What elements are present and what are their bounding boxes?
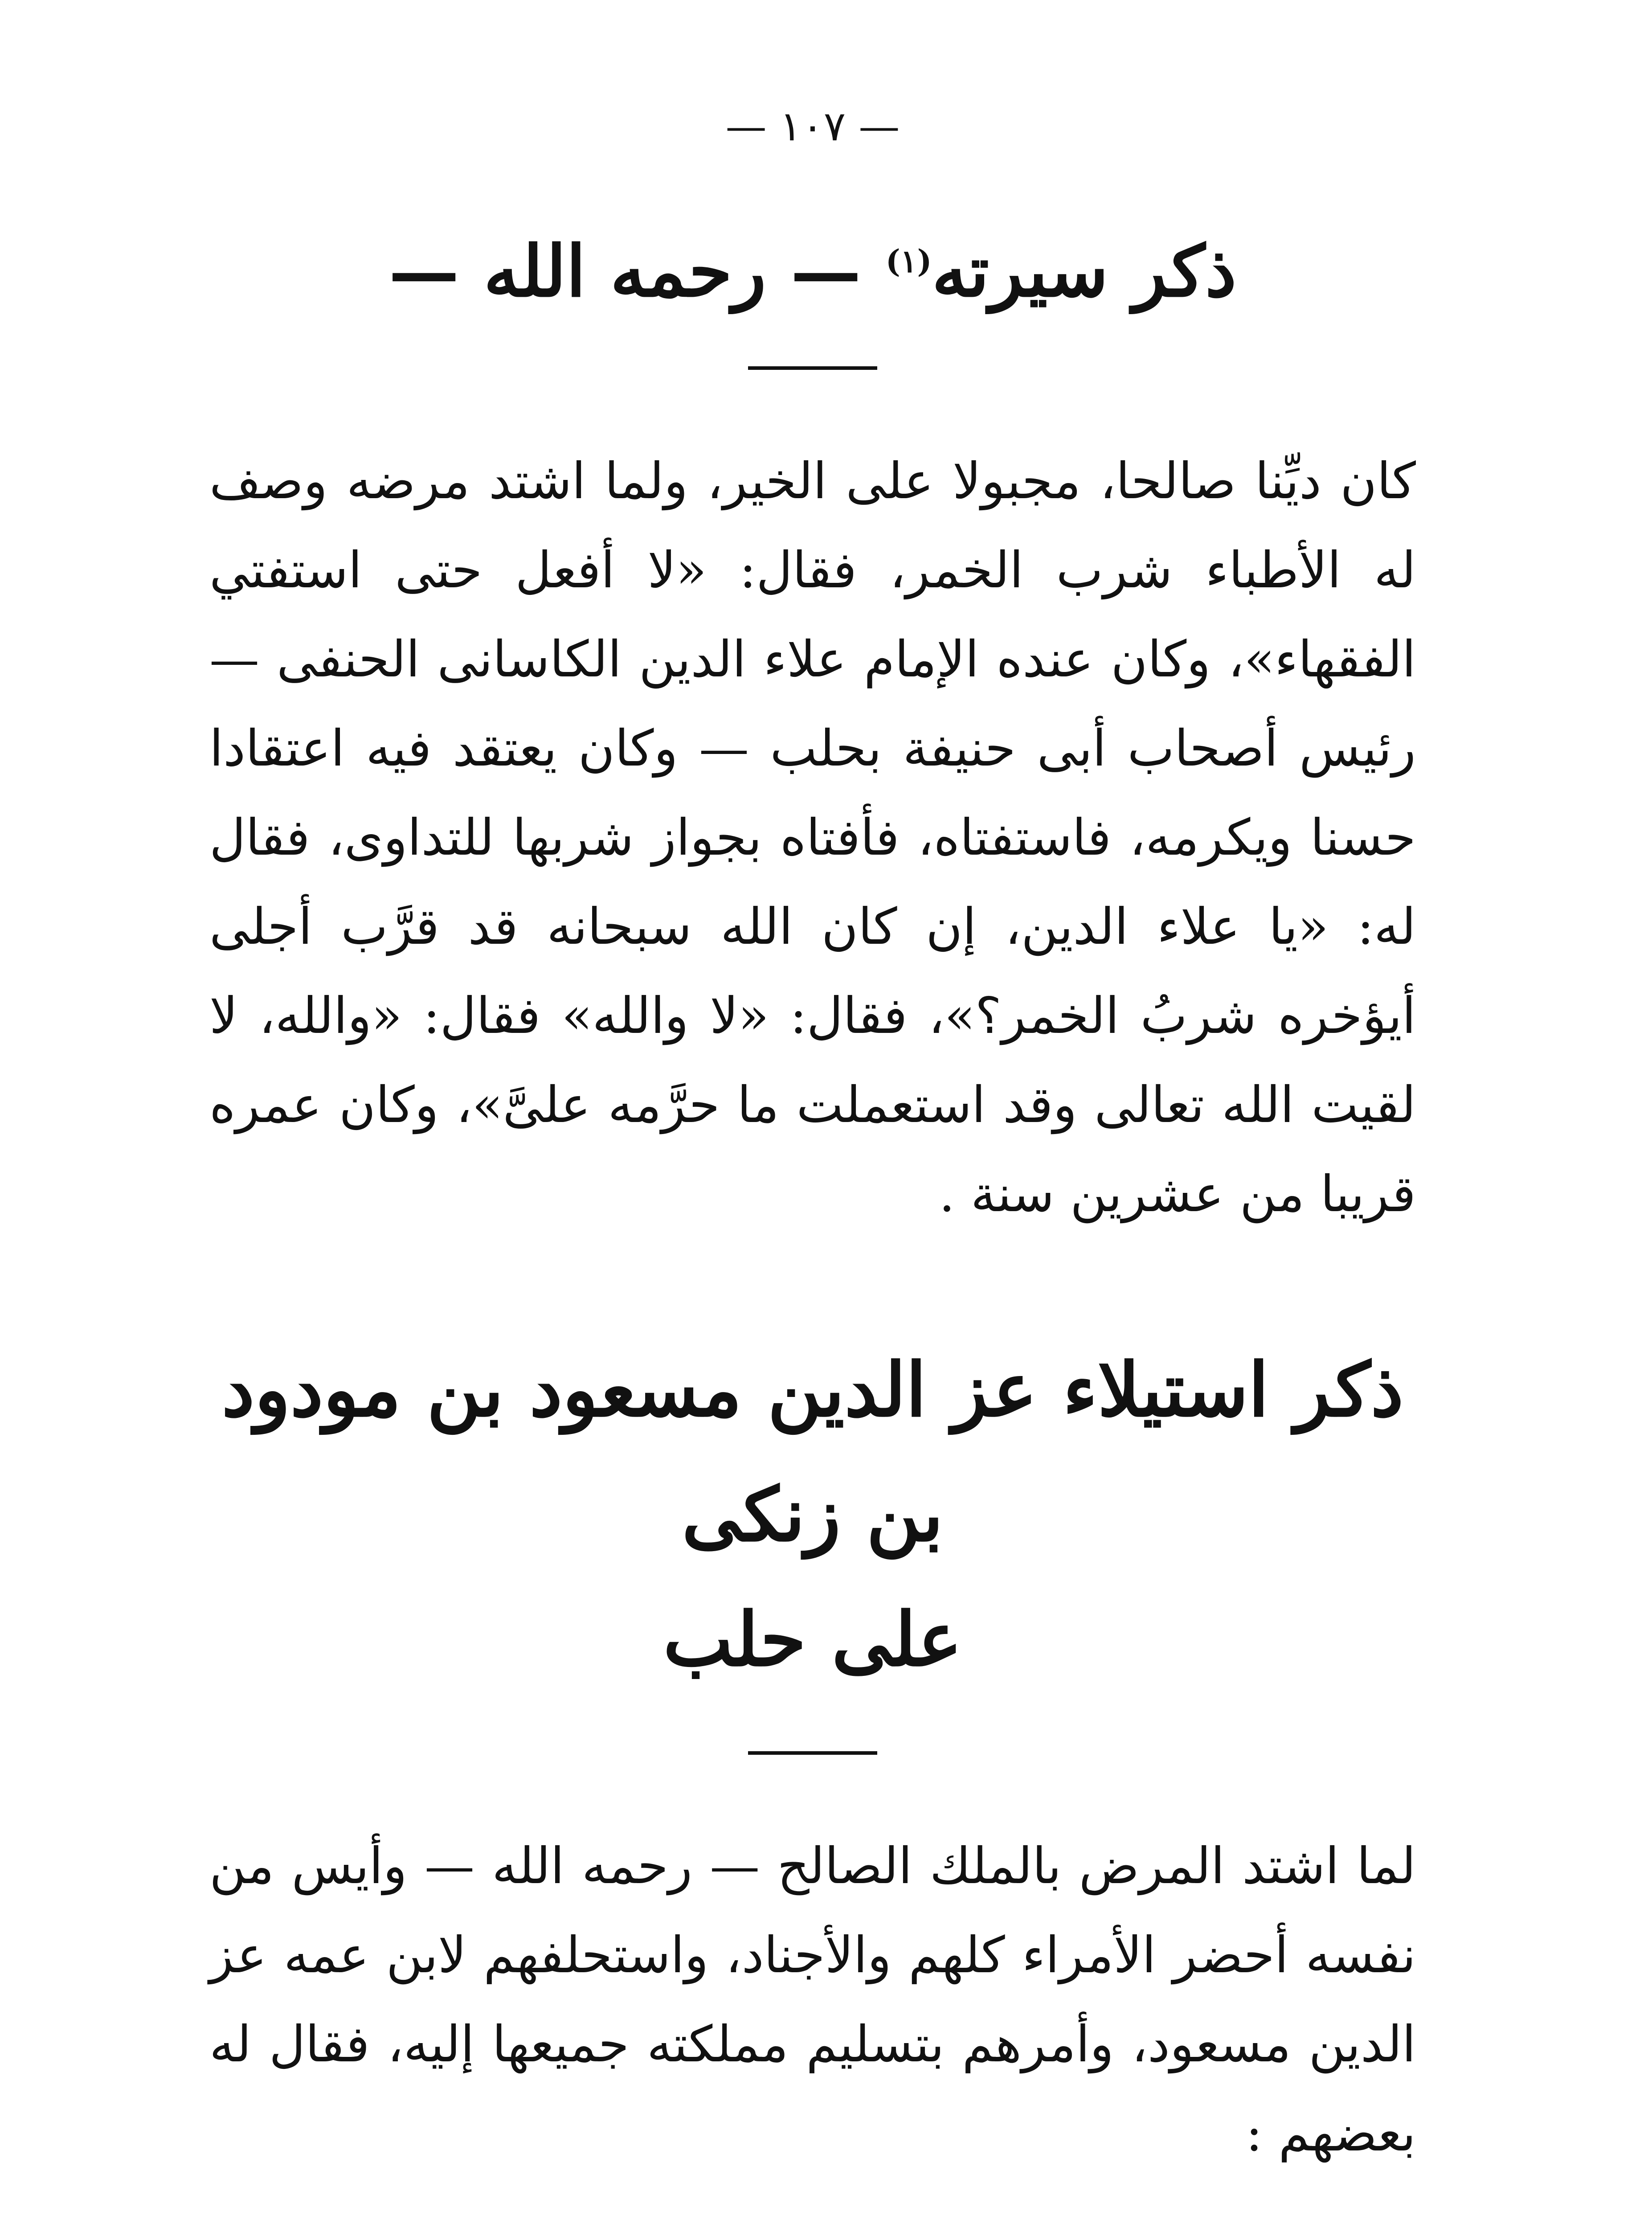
section-spacer: [209, 1239, 1416, 1328]
conquest-paragraph-2: [209, 2214, 1416, 2228]
section-heading-conquest: [209, 1328, 1416, 1702]
heading-line-2: على حلب: [663, 1596, 962, 1683]
heading-tail: — رحمه الله —: [388, 230, 861, 313]
page-number: — ١٠٧ —: [725, 102, 900, 150]
footnote-marker-1: (١): [885, 242, 932, 280]
heading-line-1: ذكر استيلاء عز الدين مسعود بن مودود بن زنكى: [221, 1347, 1404, 1559]
heading-text: ذكر سيرته: [932, 230, 1237, 313]
conquest-paragraph-1: لما اشتد المرض بالملك الصالح — رحمه الله — وأيس من نفسه أحضر الأمراء كلهم والأجناد، واستحلفهم لابن عمه عز الدين مسعود، وأمرهم بتسليم مملكته جميعها إليه، فقال له بعضهم :: [209, 1837, 1416, 2163]
section-heading-biography: [209, 226, 1416, 317]
heading-divider: [748, 366, 877, 370]
biography-paragraph: كان ديِّنا صالحا، مجبولا على الخير، ولما اشتد مرضه وصف له الأطباء شرب الخمر، فقال: «لا أفعل حتى استفتي الفقهاء»، وكان عنده الإمام علاء الدين الكاسانى الحنفى — رئيس أصحاب أبى حنيفة بحلب — وكان يعتقد فيه اعتقادا حسنا ويكرمه، فاستفتاه، فأفتاه بجواز شربها للتداوى، فقال له: «يا علاء الدين، إن كان الله سبحانه قد قرَّب أجلى أيؤخره شربُ الخمر؟»، فقال: «لا والله» فقال: «والله، لا لقيت الله تعالى وقد استعملت ما حرَّمه علىَّ»، وكان عمره قريبا من عشرين سنة .: [209, 452, 1416, 1224]
heading-divider-2: [748, 1751, 877, 1755]
